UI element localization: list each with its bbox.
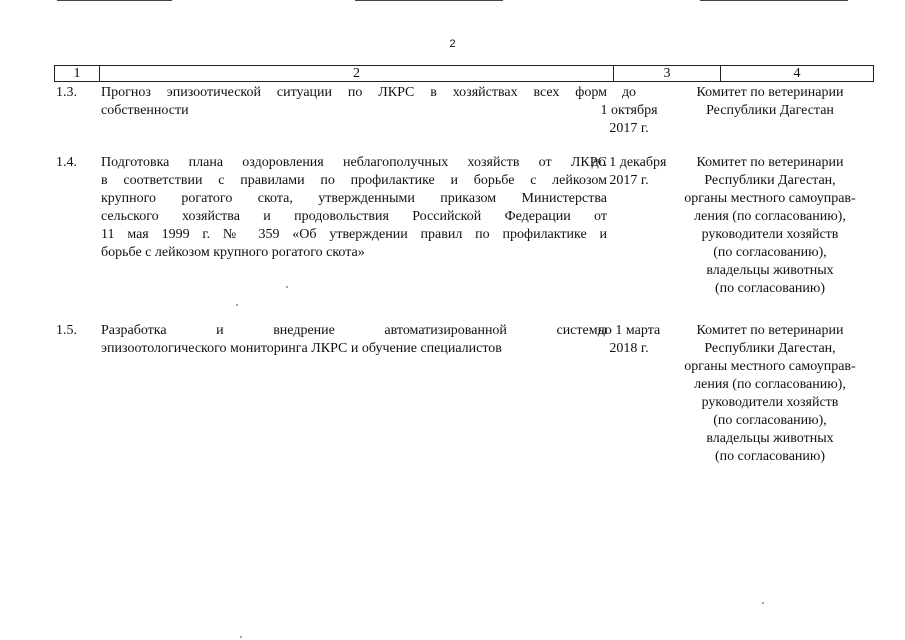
responsible-line: руководители хозяйств [701, 395, 839, 410]
responsible-line: (по согласованию), [713, 413, 827, 428]
description-line: сельского хозяйства и продовольствия Российской Федерации от [101, 209, 607, 224]
responsible-line: органы местного самоуправ- [684, 191, 856, 206]
responsible-line: ления (по согласованию), [694, 377, 846, 392]
page-number: 2 [449, 38, 456, 50]
table-header-row [54, 65, 874, 82]
deadline-line: 2017 г. [609, 121, 649, 136]
responsible-line: Комитет по ветеринарии [696, 155, 844, 170]
responsible-line: ления (по согласованию), [694, 209, 846, 224]
responsible-line: (по согласованию) [714, 281, 826, 296]
responsible-line: Республики Дагестан, [704, 173, 836, 188]
responsible-line: Республики Дагестан [706, 103, 834, 118]
description-line: собственности [101, 103, 189, 118]
deadline-line: 2018 г. [609, 341, 649, 356]
header-col-4: 4 [793, 66, 801, 81]
description-line: Подготовка плана оздоровления неблагополучных хозяйств от ЛКРС [101, 155, 607, 170]
description-line: борьбе с лейкозом крупного рогатого скота» [101, 245, 365, 260]
row-description [101, 154, 607, 262]
top-border-fragment-center [355, 0, 503, 1]
row-responsible [670, 154, 870, 298]
row-responsible [670, 322, 870, 466]
description-line: 11 мая 1999 г. № 359 «Об утверждении правил по профилактике и [101, 227, 607, 242]
description-line: Разработка и внедрение автоматизированной системы [101, 323, 607, 338]
scan-speck [240, 636, 242, 638]
scan-speck [236, 304, 238, 306]
row-description [101, 84, 607, 120]
description-line: крупного рогатого скота, утвержденными приказом Министерства [101, 191, 607, 206]
responsible-line: Республики Дагестан, [704, 341, 836, 356]
responsible-line: Комитет по ветеринарии [696, 323, 844, 338]
description-line: эпизоотологического мониторинга ЛКРС и обучение специалистов [101, 341, 502, 356]
responsible-line: Комитет по ветеринарии [696, 85, 844, 100]
scan-speck [762, 602, 764, 604]
description-line: Прогноз эпизоотической ситуации по ЛКРС в хозяйствах всех форм [101, 85, 607, 100]
deadline-line: 2017 г. [609, 173, 649, 188]
top-border-fragment-left [57, 0, 172, 1]
header-col-2: 2 [100, 66, 614, 81]
row-number: 1.4. [56, 155, 77, 170]
deadline-line: до 1 декабря [591, 155, 667, 170]
row-number: 1.3. [56, 85, 77, 100]
row-responsible [670, 84, 870, 120]
responsible-line: владельцы животных [706, 431, 834, 446]
responsible-line: органы местного самоуправ- [684, 359, 856, 374]
deadline-line: 1 октября [600, 103, 658, 118]
description-line: в соответствии с правилами по профилактике и борьбе с лейкозом [101, 173, 607, 188]
deadline-line: до [621, 85, 637, 100]
row-description [101, 322, 607, 358]
scan-speck [286, 286, 288, 288]
responsible-line: (по согласованию), [713, 245, 827, 260]
header-col-1: 1 [55, 66, 100, 81]
row-number: 1.5. [56, 323, 77, 338]
responsible-line: руководители хозяйств [701, 227, 839, 242]
responsible-line: (по согласованию) [714, 449, 826, 464]
deadline-line: до 1 марта [597, 323, 661, 338]
top-border-fragment-right [700, 0, 848, 1]
header-col-3: 3 [614, 66, 721, 81]
responsible-line: владельцы животных [706, 263, 834, 278]
